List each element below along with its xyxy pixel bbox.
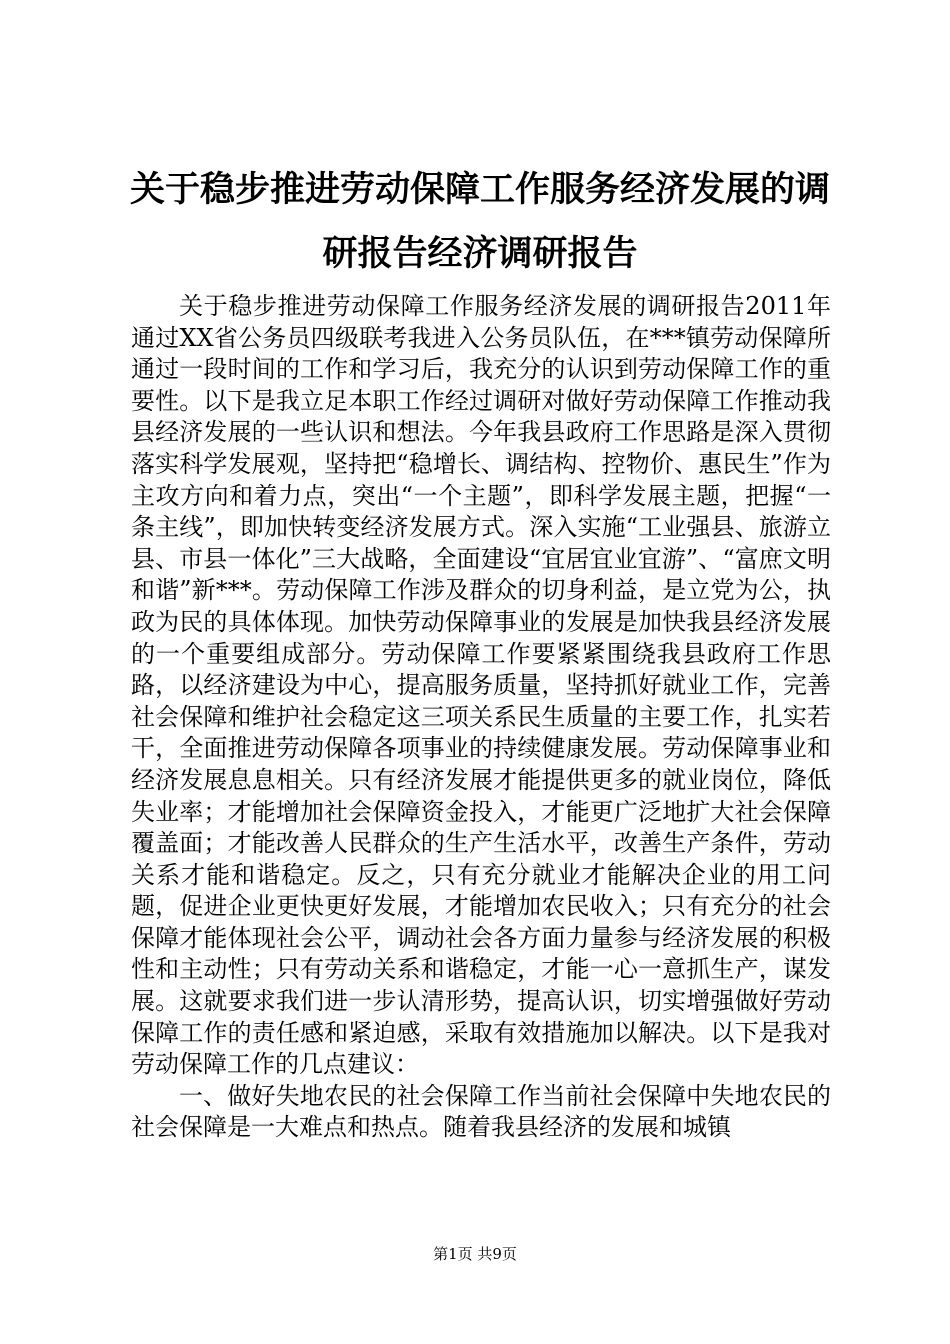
document-title: 关于稳步推进劳动保障工作服务经济发展的调研报告经济调研报告	[129, 170, 830, 274]
document-body	[131, 291, 831, 1144]
page-footer: 第1页 共9页	[433, 1245, 517, 1263]
body-paragraph-2: 一、做好失地农民的社会保障工作当前社会保障中失地农民的社会保障是一大难点和热点。随着我县经济的发展和城镇	[131, 1081, 831, 1142]
body-paragraph-1: 关于稳步推进劳动保障工作服务经济发展的调研报告2011年通过XX省公务员四级联考我进入公务员队伍，在***镇劳动保障所通过一段时间的工作和学习后，我充分的认识到劳动保障工作的重要性。以下是我立足本职工作经过调研对做好劳动保障工作推动我县经济发展的一些认识和想法。今年我县政府工作思路是深入贯彻落实科学发展观，坚持把“稳增长、调结构、控物价、惠民生”作为主攻方向和着力点，突出“一个主题”，即科学发展主题，把握“一条主线”，即加快转变经济发展方式。深入实施“工业强县、旅游立县、市县一体化”三大战略，全面建设“宜居宜业宜游”、“富庶文明和谐”新***。劳动保障工作涉及群众的切身利益，是立党为公，执政为民的具体体现。加快劳动保障事业的发展是加快我县经济发展的一个重要组成部分。劳动保障工作要紧紧围绕我县政府工作思路，以经济建设为中心，提高服务质量，坚持抓好就业工作，完善社会保障和维护社会稳定这三项关系民生质量的主要工作，扎实若干，全面推进劳动保障各项事业的持续健康发展。劳动保障事业和经济发展息息相关。只有经济发展才能提供更多的就业岗位，降低失业率；才能增加社会保障资金投入，才能更广泛地扩大社会保障覆盖面；才能改善人民群众的生产生活水平，改善生产条件，劳动关系才能和谐稳定。反之，只有充分就业才能解决企业的用工问题，促进企业更快更好发展，才能增加农民收入；只有充分的社会保障才能体现社会公平，调动社会各方面力量参与经济发展的积极性和主动性；只有劳动关系和谐稳定，才能一心一意抓生产，谋发展。这就要求我们进一步认清形势，提高认识，切实增强做好劳动保障工作的责任感和紧迫感，采取有效措施加以解决。以下是我对劳动保障工作的几点建议：	[131, 292, 831, 1079]
